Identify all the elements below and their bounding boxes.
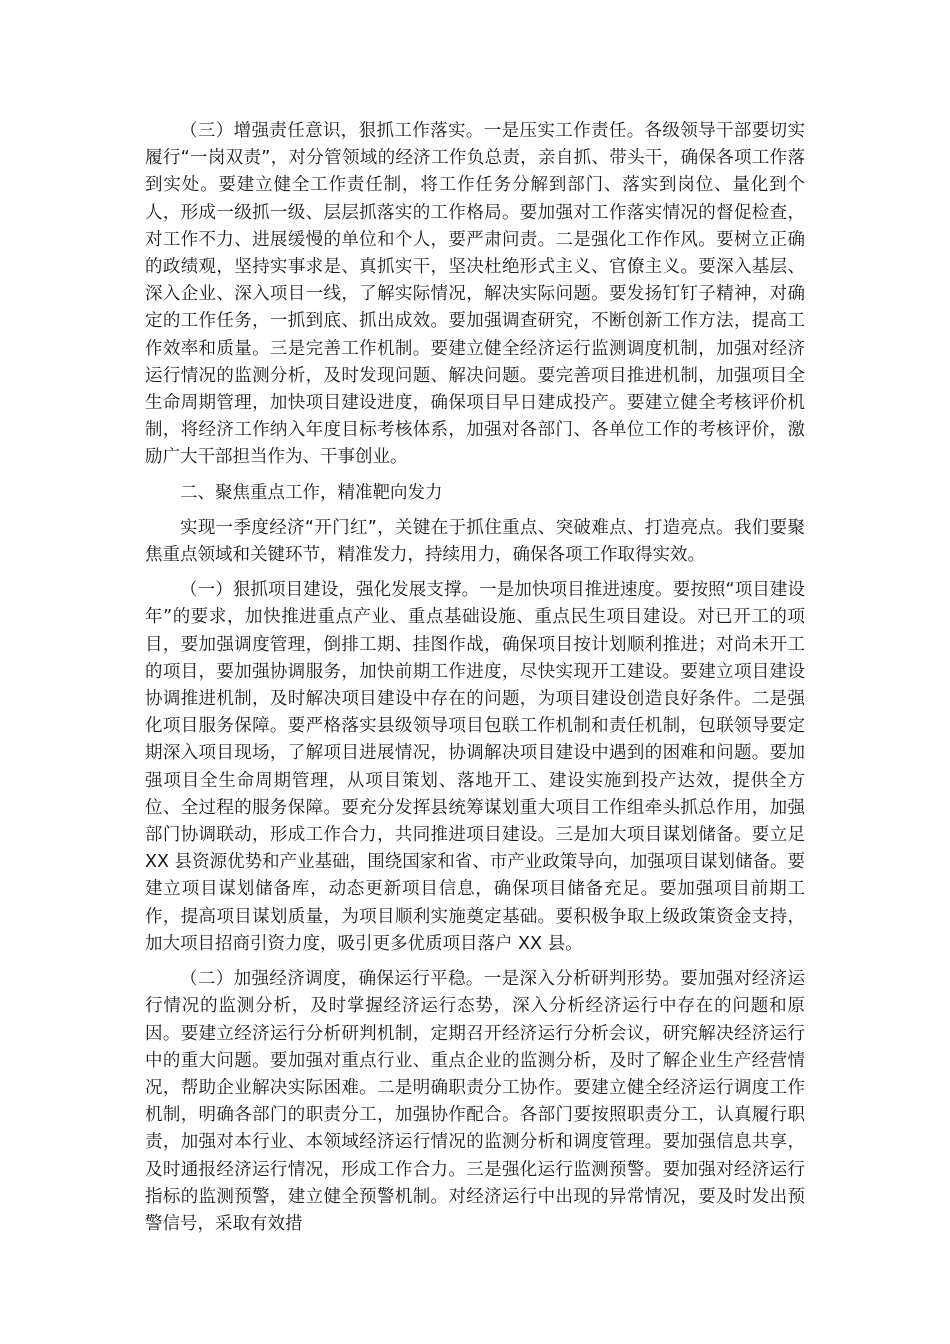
section-heading-focus-key-work: 二、聚焦重点工作，精准靶向发力: [180, 482, 443, 503]
paragraph-intro: 实现一季度经济“开门红”，关键在于抓住重点、突破难点、打造亮点。我们要聚焦重点领域和关键环节，精准发力，持续用力，确保各项工作取得实效。: [145, 517, 805, 566]
paragraph-project-construction: （一）狠抓项目建设，强化发展支撑。一是加快项目推进速度。要按照“项目建设年”的要求，加快推进重点产业、重点基础设施、重点民生项目建设。对已开工的项目，要加强调度管理，倒排工期、挂图作战，确保项目按计划顺利推进；对尚未开工的项目，要加强协调服务，加快前期工作进度，尽快实现开工建设。要建立项目建设协调推进机制，及时解决项目建设中存在的问题，为项目建设创造良好条件。二是强化项目服务保障。要严格落实县级领导项目包联工作机制和责任机制，包联领导要定期深入项目现场，了解项目进展情况，协调解决项目建设中遇到的困难和问题。要加强项目全生命周期管理，从项目策划、落地开工、建设实施到投产达效，提供全方位、全过程的服务保障。要充分发挥县统筹谋划重大项目工作组牵头抓总作用，加强部门协调联动，形成工作合力，共同推进项目建设。三是加大项目谋划储备。要立足 XX 县资源优势和产业基础，围绕国家和省、市产业政策导向，加强项目谋划储备。要建立项目谋划储备库，动态更新项目信息，确保项目储备充足。要加强项目前期工作，提高项目谋划质量，为项目顺利实施奠定基础。要积极争取上级政策资金支持，加大项目招商引资力度，吸引更多优质项目落户 XX 县。: [145, 580, 805, 954]
document-body: [145, 118, 805, 1238]
paragraph-economic-dispatch: （二）加强经济调度，确保运行平稳。一是深入分析研判形势。要加强对经济运行情况的监测分析，及时掌握经济运行态势，深入分析经济运行中存在的问题和原因。要建立经济运行分析研判机制，定期召开经济运行分析会议，研究解决经济运行中的重大问题。要加强对重点行业、重点企业的监测分析，及时了解企业生产经营情况，帮助企业解决实际困难。二是明确职责分工协作。要建立健全经济运行调度工作机制，明确各部门的职责分工，加强协作配合。各部门要按照职责分工，认真履行职责，加强对本行业、本领域经济运行情况的监测分析和调度管理。要加强信息共享，及时通报经济运行情况，形成工作合力。三是强化运行监测预警。要加强对经济运行指标的监测预警，建立健全预警机制。对经济运行中出现的异常情况，要及时发出预警信号，采取有效措: [145, 969, 805, 1234]
paragraph-responsibility: （三）增强责任意识，狠抓工作落实。一是压实工作责任。各级领导干部要切实履行“一岗双责”，对分管领域的经济工作负总责，亲自抓、带头干，确保各项工作落到实处。要建立健全工作责任制，将工作任务分解到部门、落实到岗位、量化到个人，形成一级抓一级、层层抓落实的工作格局。要加强对工作落实情况的督促检查，对工作不力、进展缓慢的单位和个人，要严肃问责。二是强化工作作风。要树立正确的政绩观，坚持实事求是、真抓实干，坚决杜绝形式主义、官僚主义。要深入基层、深入企业、深入项目一线，了解实际情况，解决实际问题。要发扬钉钉子精神，对确定的工作任务，一抓到底、抓出成效。要加强调查研究，不断创新工作方法，提高工作效率和质量。三是完善工作机制。要建立健全经济运行监测调度机制，加强对经济运行情况的监测分析，及时发现问题、解决问题。要完善项目推进机制，加强项目全生命周期管理，加快项目建设进度，确保项目早日建成投产。要建立健全考核评价机制，将经济工作纳入年度目标考核体系，加强对各部门、各单位工作的考核评价，激励广大干部担当作为、干事创业。: [145, 121, 805, 468]
